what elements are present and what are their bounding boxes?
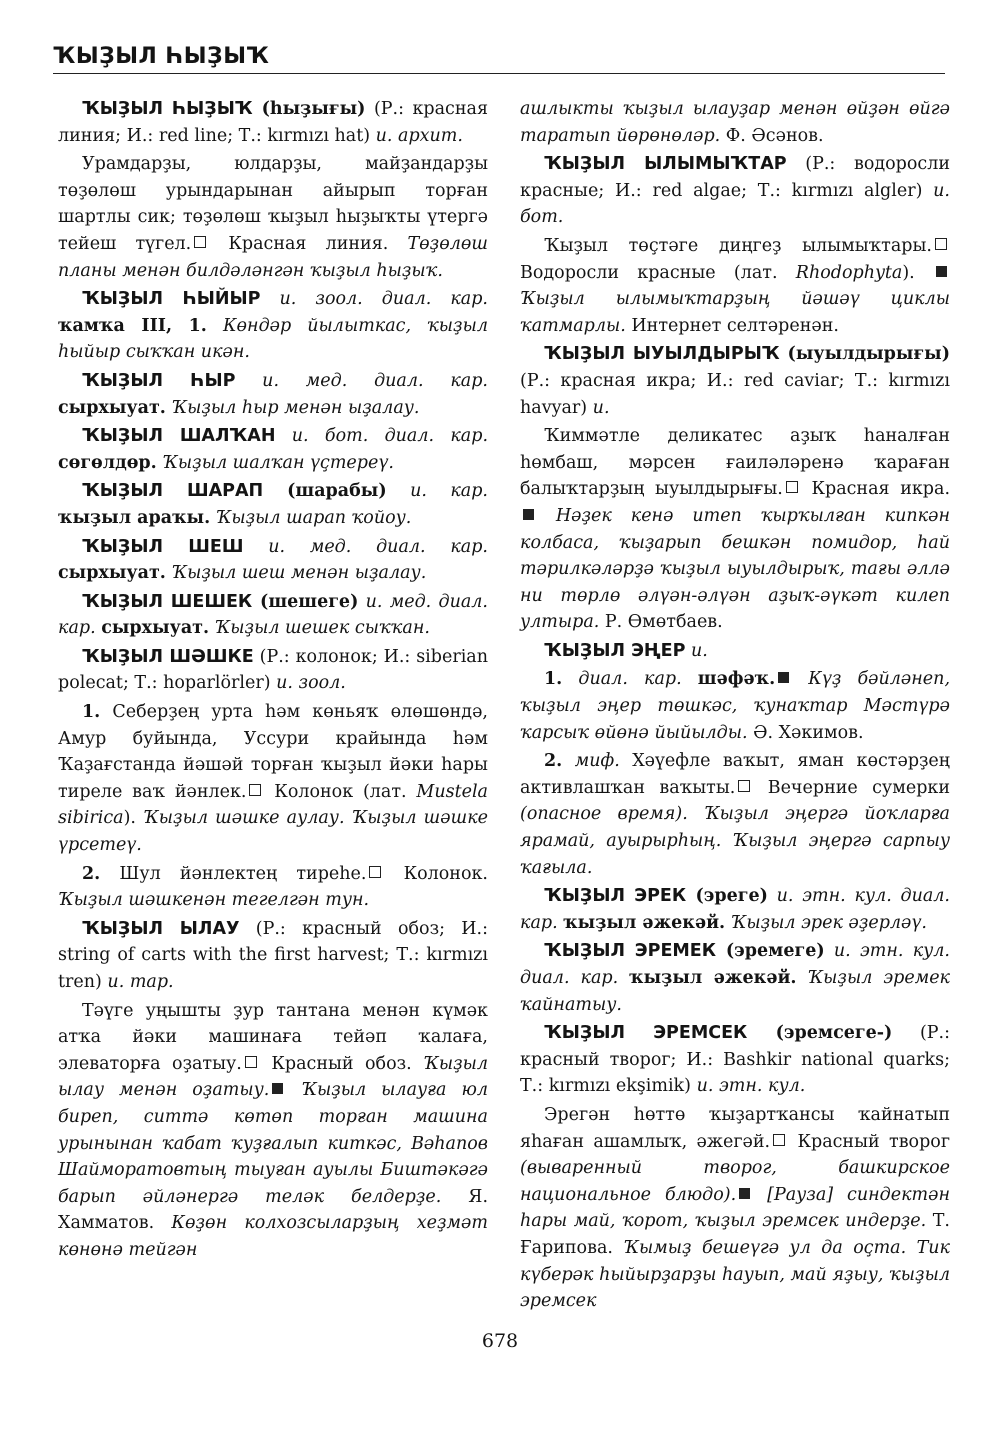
- headword: ҠЫҘЫЛ ШАЛҠАН: [82, 426, 276, 447]
- definition-text: Себерҙең урта һәм көньяҡ өлөшөндә, Амур буйында, Уссури крайында һәм Ҡаҙағстанда йәшәй торған ҡыҙыл йәки һары тиреле ваҡ йәнлек.: [58, 702, 488, 802]
- dictionary-entry: [520, 151, 950, 231]
- headword: ҠЫҘЫЛ ЫЛЫМЫҠТАР: [544, 154, 787, 175]
- definition-text: Ҡыҙыл төҫтәге диңгеҙ ылымыҡтары.: [544, 235, 932, 256]
- definition-text: Урамдарҙы, юлдарҙы, майҙандарҙы төҙөлөш урындарынан айырып торған шартлы сик; төҙөлөш ҡыҙыл һыҙыҡты үтергә тейеш түгел.: [58, 154, 488, 254]
- latin-name: Rhodophyta: [795, 262, 903, 283]
- sense-block: [58, 861, 488, 914]
- usage-labels: и. кар.: [386, 481, 488, 502]
- translation-note: (опасное время).: [520, 804, 688, 825]
- translation-note: (вываренный творог, башкирское национальное блюдо).: [520, 1158, 950, 1205]
- open-square-icon: [249, 784, 261, 796]
- literary-quote: Көҙөн колхозсыларҙың хеҙмәт көнөнә тейгән: [58, 1213, 488, 1260]
- example-text: Төҙөлөш планы менән билдәләнгән ҡыҙыл һыҙыҡ.: [58, 233, 488, 281]
- cross-reference: сырхыуат.: [58, 563, 166, 584]
- entry-definition: [520, 233, 950, 339]
- grammatical-form: (шарабы): [263, 481, 387, 502]
- sense-number: 1.: [544, 669, 563, 690]
- left-column: [58, 96, 488, 1266]
- quote-author: Интернет селтәренән.: [625, 315, 839, 336]
- definition-text: Шул йәнлектең тиреһе.: [100, 863, 367, 884]
- headword: ҠЫҘЫЛ ЭРЕМЕК: [544, 941, 717, 962]
- usage-labels: и. зоол.: [276, 673, 346, 694]
- latin-name: Mustela sibirica: [58, 781, 488, 829]
- cross-reference: сөгөлдөр.: [58, 452, 157, 473]
- headword: ҠЫҘЫЛ ЭРЕМСЕК: [544, 1023, 748, 1044]
- page-header: [53, 44, 945, 74]
- literary-quote: [Рауза] синдектән һары май, ҡорот, ҡыҙыл эремсек индерҙе.: [520, 1184, 951, 1232]
- grammatical-form: (эремеге): [716, 941, 825, 962]
- usage-labels: и. этн. кул. диал. кар.: [520, 886, 950, 933]
- entry-definition: [520, 1102, 950, 1315]
- headword: ҠЫҘЫЛ ШӘШКЕ: [82, 646, 254, 667]
- grammatical-form: (эремсеге-): [747, 1023, 893, 1044]
- russian-translation: Вечерние сумерки: [753, 777, 950, 798]
- right-column: [520, 96, 950, 1317]
- cross-reference: шәфәҡ.: [697, 669, 776, 690]
- russian-translation: Красный творог: [788, 1131, 950, 1152]
- usage-labels: и. этн. кул.: [696, 1076, 806, 1097]
- literary-quote: ашлыкты ҡыҙыл ылауҙар менән өйҙән өйгә таратып йөрөнөләр.: [520, 99, 950, 146]
- translation-equivalents: (Р.: колонок; И.: siberian polecat; Т.: hoparlörler): [58, 646, 488, 694]
- open-square-icon: [786, 481, 798, 493]
- sense-number: 1.: [82, 702, 101, 723]
- dictionary-entry: [58, 644, 488, 697]
- sense-block: [520, 748, 950, 881]
- headword: ҠЫҘЫЛ ЫЛАУ: [82, 918, 240, 939]
- translation-equivalents: (Р.: красная линия; И.: red line; Т.: kırmızı hat): [58, 99, 488, 146]
- quote-author: Ә. Хәкимов.: [747, 722, 864, 743]
- example-text: Ҡыҙыл шәшкенән тегелгән тун.: [58, 890, 370, 911]
- sense-block: [520, 666, 950, 746]
- closing-paren: ).: [902, 262, 933, 283]
- dictionary-entry: [520, 638, 950, 665]
- headword: ҠЫҘЫЛ ҺЫЙЫР: [82, 289, 261, 310]
- usage-labels: миф.: [562, 751, 620, 772]
- sense-number: 2.: [82, 863, 101, 884]
- usage-labels: и. мед. диал. кар.: [243, 536, 488, 557]
- grammatical-form: (шешеге): [252, 591, 359, 612]
- dictionary-entry: [520, 341, 950, 421]
- example-text: Ҡыҙыл шеш менән ыҙалау.: [165, 563, 427, 584]
- literary-quote: Ҡымыҙ бешеүгә ул да оҫта. Тик күберәк һыйырҙарҙы һауып, май яҙыу, ҡыҙыл эремсек: [520, 1237, 950, 1312]
- usage-labels: и. мед. диал. кар.: [58, 591, 488, 639]
- usage-labels: и. бот.: [520, 180, 950, 228]
- grammatical-form: (һыҙығы): [252, 99, 366, 119]
- entry-definition: [58, 151, 488, 284]
- filled-square-icon: [523, 509, 534, 520]
- filled-square-icon: [739, 1188, 750, 1199]
- usage-labels: и.: [685, 640, 708, 661]
- definition-text: Ҡиммәтле деликатес аҙыҡ һаналған һөмбаш, мәрсен ғаиләләренә ҡараған балыҡтарҙың ыуылдырығы.: [520, 426, 950, 500]
- dictionary-entry: [58, 96, 488, 149]
- open-square-icon: [369, 866, 381, 878]
- dictionary-entry: [520, 1020, 950, 1100]
- open-square-icon: [245, 1056, 257, 1068]
- dictionary-entry: [58, 589, 488, 642]
- dictionary-entry: [520, 938, 950, 1018]
- headword: ҠЫҘЫЛ ЭҢЕР: [544, 640, 686, 661]
- usage-labels: и.: [592, 397, 610, 418]
- dictionary-entry: [58, 478, 488, 531]
- headword: ҠЫҘЫЛ ЭРЕК: [544, 886, 687, 907]
- example-text: Ҡыҙыл шарап ҡойоу.: [210, 507, 412, 528]
- example-text: Ҡыҙыл эремек ҡайнатыу.: [520, 968, 951, 1015]
- usage-labels: диал. кар.: [562, 669, 698, 690]
- sense-block: [58, 699, 488, 859]
- example-text: Ҡыҙыл эңергә йоҡларға ярамай, ауырырһың. Ҡыҙыл эңергә сарпыу ҡағыла.: [520, 804, 950, 878]
- cross-reference: ҡыҙыл әжекәй.: [629, 968, 797, 988]
- closing-paren: ).: [123, 808, 144, 829]
- quote-author: Т. Ғарипова.: [520, 1211, 950, 1258]
- russian-translation: Красный обоз.: [259, 1053, 424, 1074]
- headword: ҠЫҘЫЛ ЫУЫЛДЫРЫҠ: [544, 344, 780, 365]
- translation-equivalents: (Р.: красный обоз; И.: string of carts with the first harvest; Т.: kırmızı tren): [58, 918, 488, 992]
- filled-square-icon: [936, 266, 947, 277]
- literary-quote: Ҡыҙыл ылымыҡтарҙың йәшәү циклы ҡатмарлы.: [520, 289, 950, 336]
- example-text: Ҡыҙыл шешек сыҡҡан.: [209, 618, 430, 639]
- usage-labels: и. тар.: [107, 972, 174, 992]
- example-text: Көндәр йылыткас, ҡыҙыл һыйыр сыҡҡан икән.: [58, 315, 488, 363]
- translation-equivalents: (Р.: водоросли красные; И.: red algae; Т.: kırmızı algler): [520, 154, 950, 201]
- cross-reference: ҡамҡа III, 1.: [58, 315, 207, 336]
- grammatical-form: (эреге): [686, 886, 768, 907]
- example-text: Ҡыҙыл ылау менән оҙатыу.: [58, 1053, 489, 1101]
- literary-quote: Ҡыҙыл ылауға юл биреп, ситтә көтөп торған машина урынынан ҡабат ҡуҙғалып киткәс, Вәһапов Шайморатовтың тыуған ауылы Биштәкәгә барып әйләнергә теләк белдерҙе.: [58, 1080, 488, 1207]
- filled-square-icon: [272, 1083, 283, 1094]
- cross-reference: ҡыҙыл араҡы.: [58, 507, 211, 528]
- dictionary-entry: [58, 916, 488, 996]
- entry-definition: [58, 998, 488, 1264]
- open-square-icon: [738, 780, 750, 792]
- dictionary-entry: [58, 368, 488, 421]
- open-square-icon: [935, 238, 947, 250]
- grammatical-form: (ыуылдырығы): [779, 344, 950, 365]
- russian-translation: Красная икра.: [800, 479, 951, 500]
- definition-text: Эрегән һөттө ҡыҙартҡансы ҡайнатып яһаған ашамлыҡ, әжегәй.: [520, 1104, 950, 1152]
- cross-reference: сырхыуат.: [101, 618, 210, 639]
- running-head: ҠЫҘЫЛ ҺЫҘЫҠ: [53, 44, 270, 69]
- headword: ҠЫҘЫЛ ШЕШЕК: [82, 591, 253, 612]
- entry-continuation: [520, 96, 950, 149]
- usage-labels: и. архит.: [375, 125, 463, 146]
- literary-quote: Нәҙек кенә итеп ҡырҡылған кипкән колбаса, ҡыҙарып бешкән помидор, һай тәрилкәләрҙә ҡыҙыл ыуылдырыҡ, тағы әллә ни төрлө әлүән-әлүән аҙыҡ-әүкәт килеп ултыра.: [520, 505, 950, 633]
- example-text: Ҡыҙыл шалҡан үҫтереү.: [156, 452, 394, 473]
- usage-labels: и. мед. диал. кар.: [235, 370, 488, 391]
- literary-quote: Күҙ бәйләнеп, ҡыҙыл эңер төшкәс, ҡунаҡтар Мәстүрә ҡарсыҡ өйөнә йыйылды.: [520, 669, 951, 743]
- quote-author: Ф. Әсәнов.: [720, 125, 824, 146]
- sense-number: 2.: [544, 751, 563, 772]
- example-text: Ҡыҙыл шәшке аулау. Ҡыҙыл шәшке үрсетеү.: [58, 808, 489, 856]
- example-text: Ҡыҙыл һыр менән ыҙалау.: [165, 397, 420, 418]
- open-square-icon: [194, 236, 206, 248]
- example-text: Ҡыҙыл эрек әҙерләү.: [725, 912, 927, 933]
- russian-translation: Колонок (лат.: [264, 781, 417, 802]
- quote-author: Р. Өмөтбаев.: [599, 612, 723, 633]
- headword: ҠЫҘЫЛ ҺЫҘЫҠ: [82, 99, 253, 119]
- entry-definition: [520, 423, 950, 636]
- usage-labels: и. этн. кул. диал. кар.: [520, 941, 950, 988]
- russian-translation: Водоросли красные (лат.: [520, 262, 796, 283]
- dictionary-entry: [58, 286, 488, 366]
- dictionary-entry: [520, 883, 950, 936]
- definition-text: Тәүге уңышты ҙур тантана менән күмәк атҡа йәки машинаға тейәп ҡалаға, элеваторға оҙатыу.: [58, 1000, 488, 1074]
- dictionary-entry: [58, 423, 488, 476]
- cross-reference: сырхыуат.: [58, 397, 166, 418]
- headword: ҠЫҘЫЛ ШАРАП: [82, 481, 264, 502]
- translation-equivalents: (Р.: красный творог; И.: Bashkir national quarks; Т.: kırmızı ekşimik): [520, 1023, 951, 1097]
- cross-reference: ҡыҙыл әжекәй.: [563, 912, 726, 933]
- quote-author: Я. Хамматов.: [58, 1186, 489, 1234]
- russian-translation: Колонок.: [384, 863, 488, 884]
- usage-labels: и. бот. диал. кар.: [275, 426, 489, 447]
- usage-labels: и. зоол. диал. кар.: [260, 289, 488, 310]
- translation-equivalents: (Р.: красная икра; И.: red caviar; Т.: kırmızı havyar): [520, 370, 950, 418]
- page-number: 678: [481, 1330, 519, 1352]
- open-square-icon: [773, 1134, 785, 1146]
- headword: ҠЫҘЫЛ ҺЫР: [82, 370, 236, 391]
- russian-translation: Красная линия.: [209, 233, 408, 254]
- dictionary-entry: [58, 534, 488, 587]
- headword: ҠЫҘЫЛ ШЕШ: [82, 536, 244, 557]
- definition-text: Хәүефле ваҡыт, яман көстәрҙең активлашҡан ваҡыты.: [520, 751, 950, 798]
- filled-square-icon: [778, 672, 789, 683]
